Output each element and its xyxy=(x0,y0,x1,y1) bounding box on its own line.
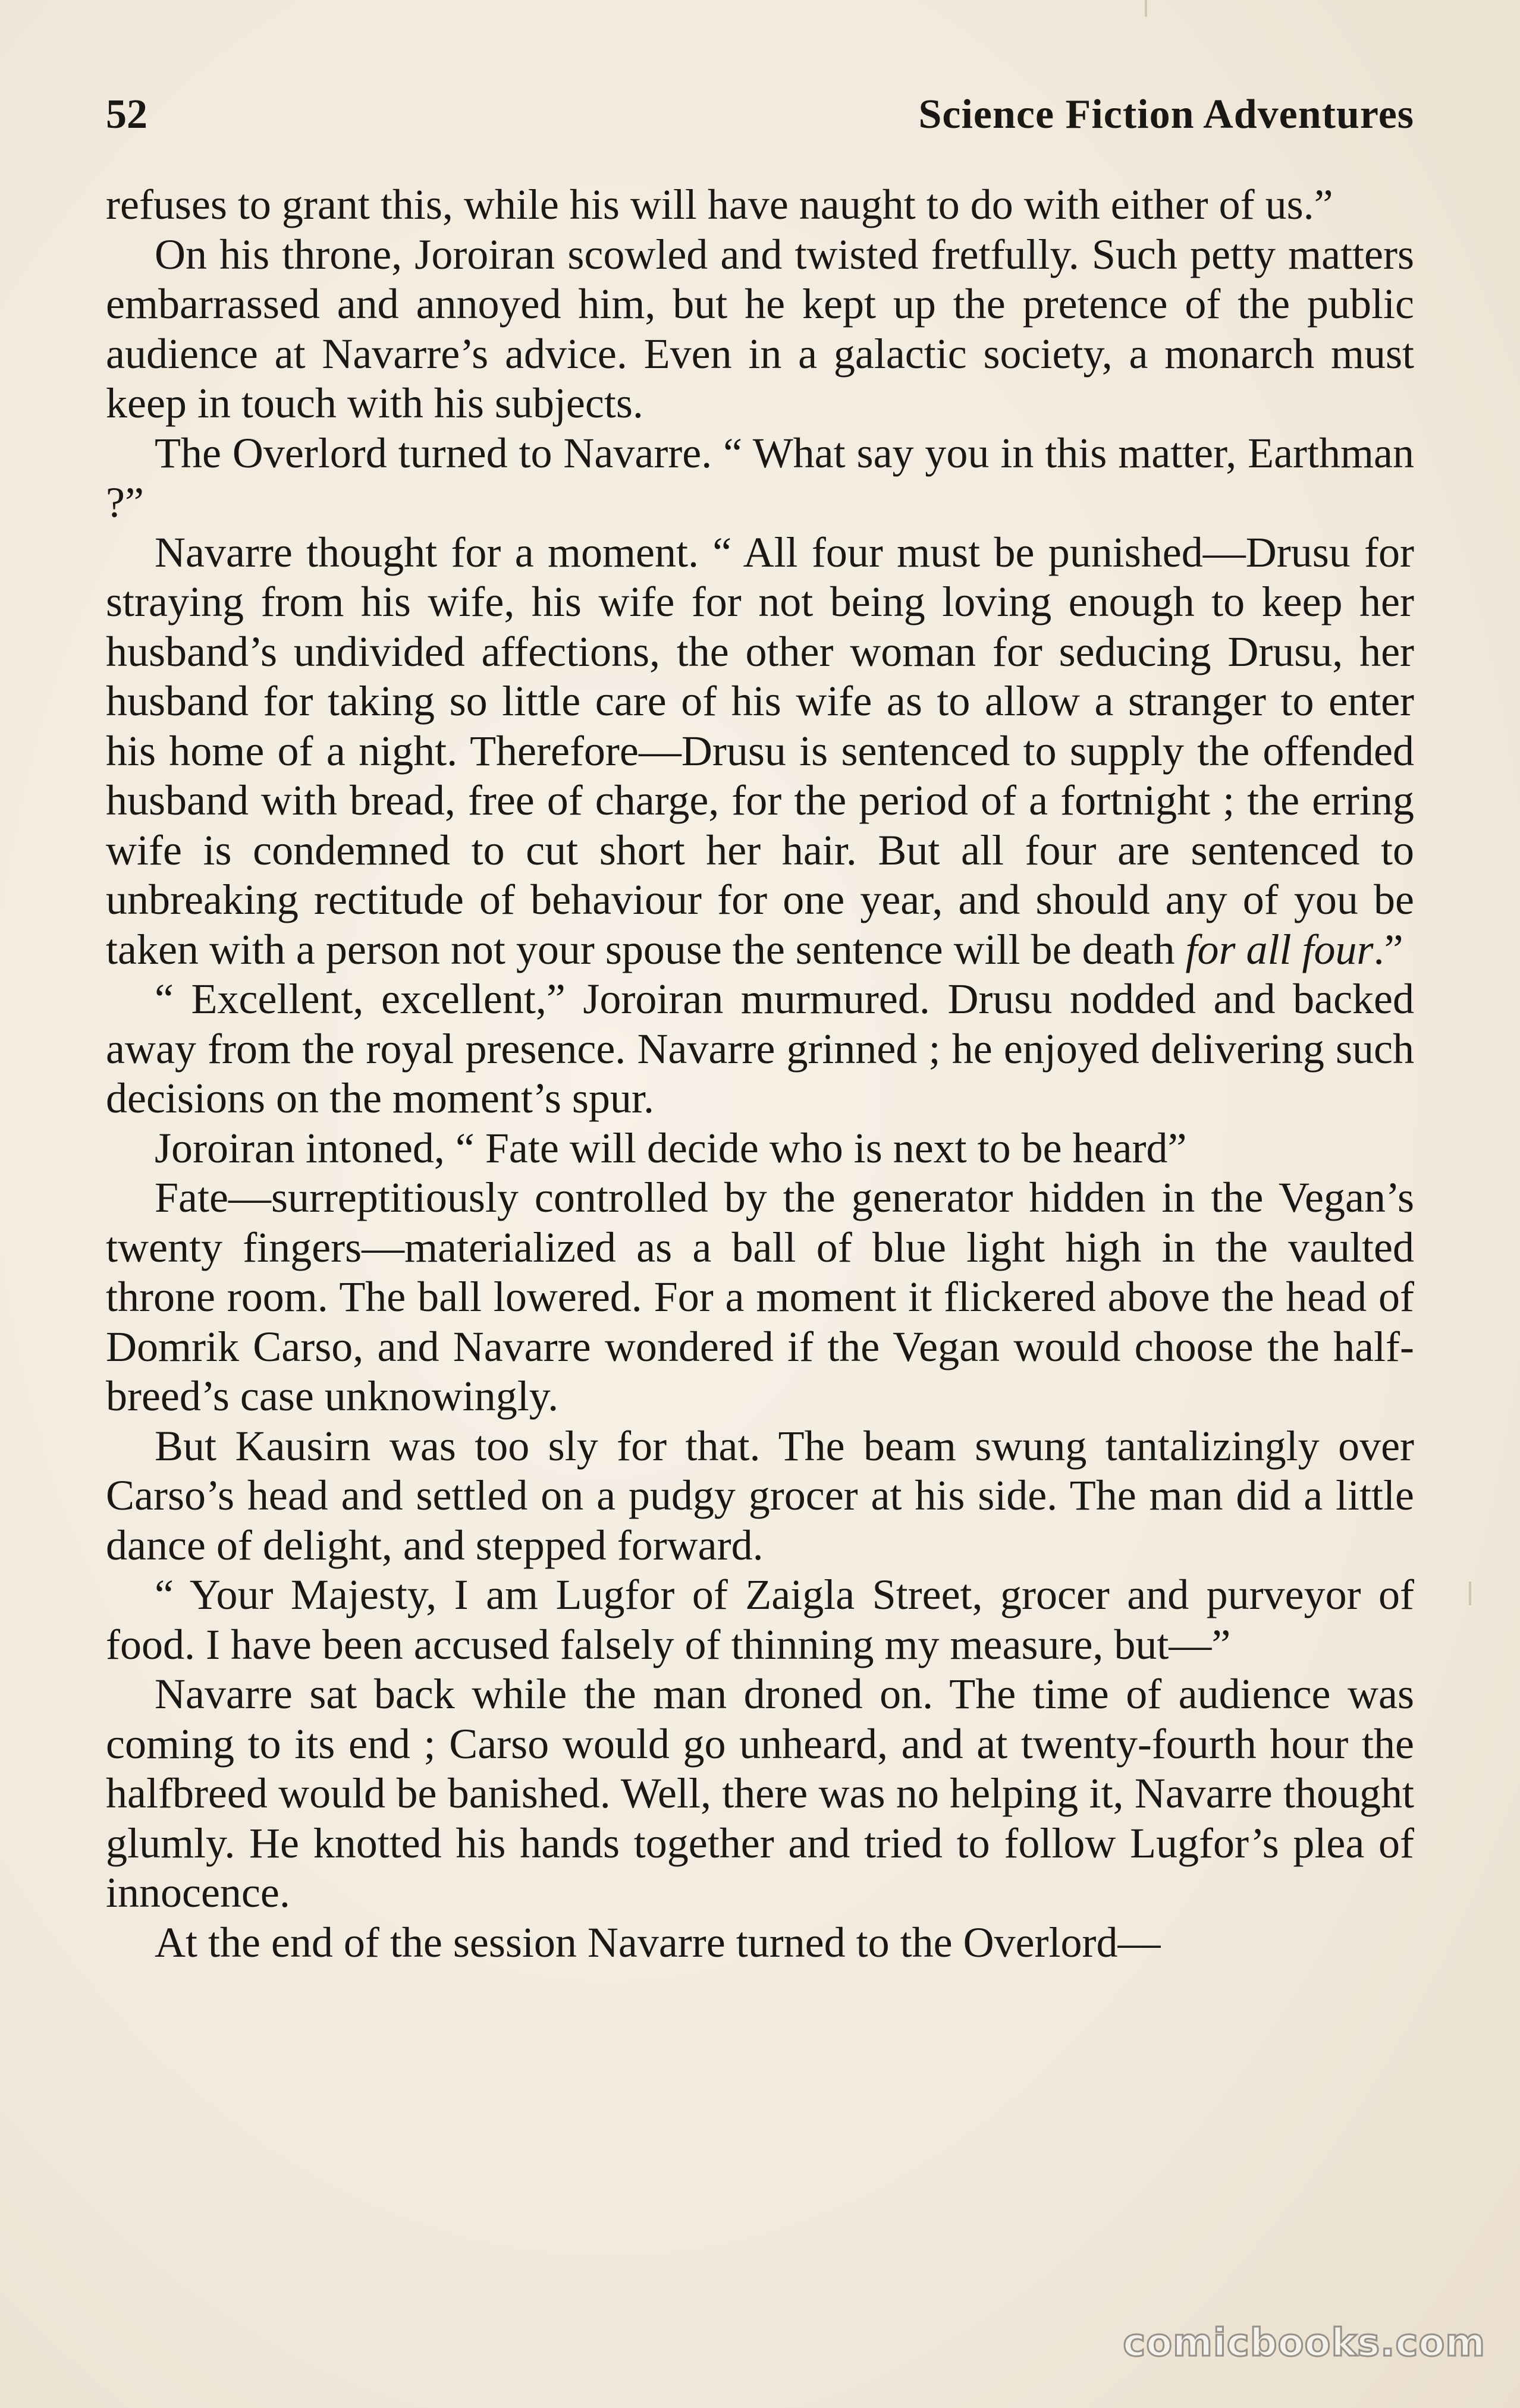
paragraph: Navarre sat back while the man droned on. The time of audience was coming to its end ; Carso would go unheard, and at twenty-fourth hour the halfbreed would be banished. Well, there was no helping it, Navarre thought glumly. He knotted his hands together and tried to follow Lugfor’s plea of innocence. xyxy=(106,1670,1414,1916)
page-scratch-mark xyxy=(1469,1582,1471,1605)
paragraph: But Kausirn was too sly for that. The beam swung tantalizingly over Carso’s head and settled on a pudgy grocer at his side. The man did a little dance of delight, and stepped forward. xyxy=(106,1422,1414,1569)
page-number: 52 xyxy=(106,92,147,137)
paragraph: The Overlord turned to Navarre. “ What say you in this matter, Earthman ?” xyxy=(106,429,1414,526)
paragraph: Navarre thought for a moment. “ All four must be punished—Drusu for straying from his wife, his wife for not being loving enough to keep her husband’s undivided affections, the other woman for seducing Drusu, her husband for taking so little care of his wife as to allow a stranger to enter his home of a night. Therefore—Drusu is sentenced to supply the offended husband with bread, free of charge, for the period of a fortnight ; the erring wife is condemned to cut short her hair. But all four are sentenced to unbreaking rectitude of behaviour for one year, and should any of you be taken with a person not your spouse the sentence will be death for all four.” xyxy=(106,528,1414,973)
paragraph: “ Excellent, excellent,” Joroiran murmured. Drusu nodded and backed away from the royal presence. Navarre grinned ; he enjoyed delivering such decisions on the moment’s spur. xyxy=(106,975,1414,1122)
body-text xyxy=(106,180,1414,1967)
paragraph: Joroiran intoned, “ Fate will decide who is next to be heard” xyxy=(155,1124,1187,1172)
paragraph: On his throne, Joroiran scowled and twisted fretfully. Such petty matters embarrassed and annoyed him, but he kept up the pretence of the public audience at Navarre’s advice. Even in a galactic society, a monarch must keep in touch with his subjects. xyxy=(106,230,1414,427)
page-scratch-mark xyxy=(1145,0,1147,17)
emphasis: for all four xyxy=(1185,925,1374,973)
paragraph: Fate—surreptitiously controlled by the generator hidden in the Vegan’s twenty fingers—materialized as a ball of blue light high in the vaulted throne room. The ball lowered. For a moment it flickered above the head of Domrik Carso, and Navarre wondered if the Vegan would choose the half-breed’s case unknowingly. xyxy=(106,1174,1414,1420)
page-header xyxy=(106,82,1414,147)
paragraph: refuses to grant this, while his will have naught to do with either of us.” xyxy=(106,181,1333,228)
paragraph: “ Your Majesty, I am Lugfor of Zaigla Street, grocer and purveyor of food. I have been accused falsely of thinning my measure, but—” xyxy=(106,1571,1414,1668)
running-head-title: Science Fiction Adventures xyxy=(918,92,1414,137)
paragraph: At the end of the session Navarre turned to the Overlord— xyxy=(155,1918,1161,1966)
watermark-logo: comicbooks.com xyxy=(1123,2321,1486,2365)
